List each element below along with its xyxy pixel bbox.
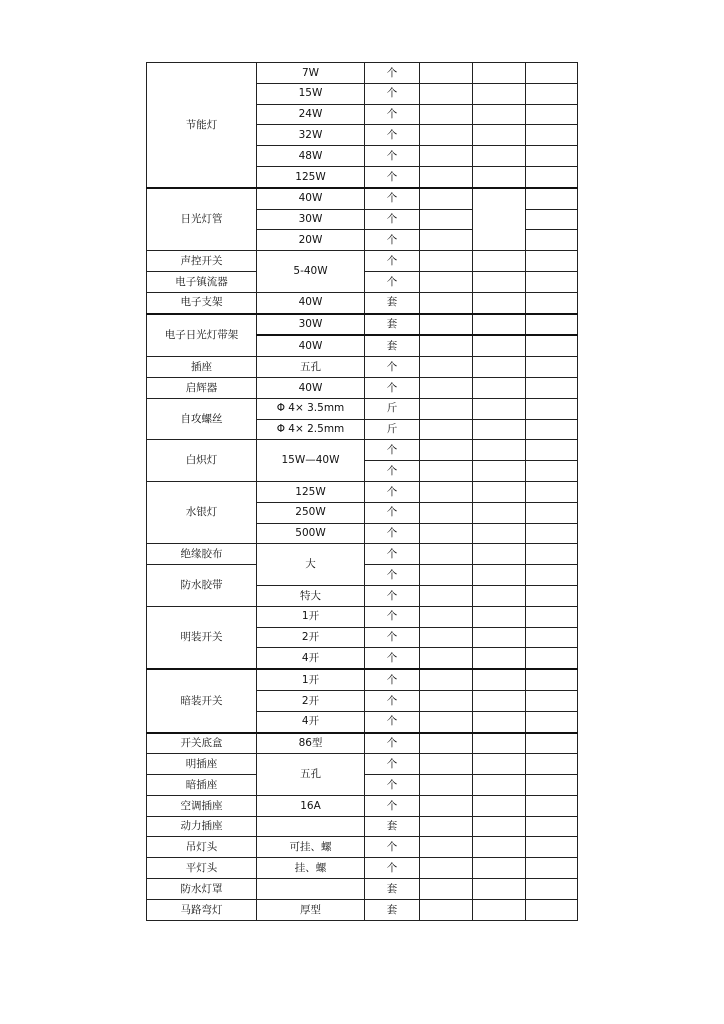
item-unit-cell: 个 <box>365 754 420 775</box>
empty-cell-col5 <box>473 711 526 732</box>
item-unit-cell: 套 <box>365 879 420 900</box>
empty-cell-col6 <box>526 357 578 378</box>
item-name-cell: 电子支架 <box>147 292 257 313</box>
empty-cell-col6 <box>526 837 578 858</box>
item-name-cell: 防水胶带 <box>147 565 257 607</box>
empty-cell-col6 <box>526 440 578 461</box>
empty-cell-col6 <box>526 271 578 292</box>
empty-cell-col6 <box>526 858 578 879</box>
table-row <box>147 398 578 419</box>
item-spec-cell: 40W <box>257 188 365 209</box>
item-spec-cell: 40W <box>257 377 365 398</box>
item-unit-cell: 斤 <box>365 419 420 440</box>
table-row <box>147 606 578 627</box>
empty-cell-col6 <box>526 502 578 523</box>
table-row <box>147 377 578 398</box>
item-spec-cell: 16A <box>257 795 365 816</box>
item-spec-cell: 厚型 <box>257 899 365 920</box>
empty-cell-col4 <box>420 209 473 230</box>
table-row <box>147 314 578 336</box>
item-spec-cell: 可挂、螺 <box>257 837 365 858</box>
empty-cell-col6 <box>526 335 578 356</box>
item-spec-cell: 500W <box>257 523 365 544</box>
empty-cell-col4 <box>420 754 473 775</box>
item-unit-cell: 个 <box>365 669 420 690</box>
empty-cell-col4 <box>420 481 473 502</box>
empty-cell-col4 <box>420 669 473 690</box>
item-spec-cell: 250W <box>257 502 365 523</box>
item-name-cell: 暗装开关 <box>147 669 257 732</box>
item-name-cell: 插座 <box>147 357 257 378</box>
empty-cell-col5 <box>473 837 526 858</box>
item-name-cell: 声控开关 <box>147 251 257 272</box>
item-spec-cell: 五孔 <box>257 357 365 378</box>
table-row <box>147 357 578 378</box>
item-unit-cell: 个 <box>365 775 420 796</box>
item-unit-cell: 个 <box>365 125 420 146</box>
empty-cell-col5 <box>473 690 526 711</box>
empty-cell-col4 <box>420 230 473 251</box>
table-row <box>147 63 578 84</box>
empty-cell-col6 <box>526 230 578 251</box>
item-spec-cell: 2开 <box>257 690 365 711</box>
empty-cell-col6 <box>526 125 578 146</box>
empty-cell-col5 <box>473 398 526 419</box>
item-unit-cell: 个 <box>365 251 420 272</box>
empty-cell-col4 <box>420 879 473 900</box>
item-unit-cell: 个 <box>365 648 420 669</box>
empty-cell-col5 <box>473 899 526 920</box>
table-row <box>147 669 578 690</box>
item-name-cell: 节能灯 <box>147 63 257 188</box>
item-unit-cell: 个 <box>365 146 420 167</box>
item-unit-cell: 个 <box>365 357 420 378</box>
empty-cell-col5 <box>473 502 526 523</box>
item-spec-cell: 40W <box>257 335 365 356</box>
item-spec-cell: 4开 <box>257 648 365 669</box>
empty-cell-col4 <box>420 627 473 648</box>
item-unit-cell: 个 <box>365 104 420 125</box>
empty-cell-col4 <box>420 899 473 920</box>
empty-cell-col5 <box>473 357 526 378</box>
empty-cell-col6 <box>526 398 578 419</box>
empty-cell-col4 <box>420 733 473 754</box>
empty-cell-col4 <box>420 544 473 565</box>
table-body <box>147 63 578 921</box>
item-name-cell: 水银灯 <box>147 481 257 543</box>
empty-cell-col4 <box>420 690 473 711</box>
table-row <box>147 795 578 816</box>
item-name-cell: 电子日光灯带架 <box>147 314 257 357</box>
empty-cell-col6 <box>526 565 578 586</box>
empty-cell-col4 <box>420 398 473 419</box>
empty-cell-col5 <box>473 461 526 482</box>
item-unit-cell: 套 <box>365 816 420 837</box>
empty-cell-col6 <box>526 314 578 336</box>
item-name-cell: 开关底盒 <box>147 733 257 754</box>
empty-cell-col6 <box>526 523 578 544</box>
empty-cell-col5 <box>473 523 526 544</box>
empty-cell-col6 <box>526 419 578 440</box>
item-name-cell: 启辉器 <box>147 377 257 398</box>
item-spec-cell: 5-40W <box>257 251 365 293</box>
empty-cell-col4 <box>420 565 473 586</box>
item-unit-cell: 套 <box>365 335 420 356</box>
item-name-cell: 动力插座 <box>147 816 257 837</box>
empty-cell-col4 <box>420 775 473 796</box>
item-name-cell: 绝缘胶布 <box>147 544 257 565</box>
empty-cell-col6 <box>526 251 578 272</box>
item-spec-cell: 15W <box>257 83 365 104</box>
empty-cell-col6 <box>526 775 578 796</box>
item-spec-cell: 15W—40W <box>257 440 365 482</box>
empty-cell-col5 <box>473 146 526 167</box>
item-unit-cell: 个 <box>365 481 420 502</box>
item-unit-cell: 套 <box>365 292 420 313</box>
item-unit-cell: 个 <box>365 83 420 104</box>
item-unit-cell: 个 <box>365 166 420 187</box>
item-spec-cell: 125W <box>257 166 365 187</box>
table-row <box>147 879 578 900</box>
empty-cell-col5 <box>473 83 526 104</box>
empty-cell-col6 <box>526 377 578 398</box>
empty-cell-col4 <box>420 357 473 378</box>
empty-cell-col4 <box>420 648 473 669</box>
empty-cell-col4 <box>420 63 473 84</box>
item-name-cell: 防水灯罩 <box>147 879 257 900</box>
item-spec-cell: 32W <box>257 125 365 146</box>
table-row <box>147 899 578 920</box>
empty-cell-col6 <box>526 733 578 754</box>
table-row <box>147 251 578 272</box>
item-unit-cell: 个 <box>365 565 420 586</box>
empty-cell-col5 <box>473 271 526 292</box>
empty-cell-col5 <box>473 292 526 313</box>
empty-cell-col6 <box>526 83 578 104</box>
item-spec-cell: Φ 4× 3.5mm <box>257 398 365 419</box>
empty-cell-col6 <box>526 585 578 606</box>
empty-cell-col5 <box>473 314 526 336</box>
item-spec-cell: 7W <box>257 63 365 84</box>
item-spec-cell: 2开 <box>257 627 365 648</box>
item-name-cell: 日光灯管 <box>147 188 257 251</box>
item-spec-cell: 125W <box>257 481 365 502</box>
item-name-cell: 自攻螺丝 <box>147 398 257 440</box>
empty-cell-col5 <box>473 585 526 606</box>
empty-cell-col6 <box>526 669 578 690</box>
item-unit-cell: 套 <box>365 899 420 920</box>
empty-cell-col6 <box>526 63 578 84</box>
empty-cell-col5 <box>473 544 526 565</box>
empty-cell-col6 <box>526 481 578 502</box>
empty-cell-col5 <box>473 125 526 146</box>
table-row <box>147 440 578 461</box>
table-row <box>147 858 578 879</box>
empty-cell-col6 <box>526 209 578 230</box>
empty-cell-col6 <box>526 879 578 900</box>
empty-cell-col6 <box>526 146 578 167</box>
item-name-cell: 电子镇流器 <box>147 271 257 292</box>
empty-cell-col5 <box>473 104 526 125</box>
table-row <box>147 292 578 313</box>
empty-cell-col5 <box>473 795 526 816</box>
item-spec-cell: 30W <box>257 314 365 336</box>
item-spec-cell: 48W <box>257 146 365 167</box>
item-unit-cell: 个 <box>365 63 420 84</box>
empty-cell-col4 <box>420 858 473 879</box>
item-spec-cell: 1开 <box>257 669 365 690</box>
item-unit-cell: 个 <box>365 523 420 544</box>
empty-cell-col5 <box>473 481 526 502</box>
empty-cell-col4 <box>420 585 473 606</box>
item-name-cell: 白炽灯 <box>147 440 257 482</box>
item-name-cell: 明插座 <box>147 754 257 775</box>
item-unit-cell: 个 <box>365 606 420 627</box>
empty-cell-col6 <box>526 816 578 837</box>
item-unit-cell: 个 <box>365 271 420 292</box>
item-unit-cell: 斤 <box>365 398 420 419</box>
materials-table <box>146 62 578 921</box>
item-spec-cell: 30W <box>257 209 365 230</box>
item-unit-cell: 个 <box>365 585 420 606</box>
empty-cell-col5 <box>473 335 526 356</box>
empty-cell-col5 <box>473 879 526 900</box>
item-spec-cell: 五孔 <box>257 754 365 796</box>
empty-cell-col4 <box>420 166 473 187</box>
item-spec-cell: 4开 <box>257 711 365 732</box>
empty-cell-col5 <box>473 166 526 187</box>
table-row <box>147 733 578 754</box>
empty-cell-col4 <box>420 314 473 336</box>
empty-cell-col4 <box>420 146 473 167</box>
empty-cell-col6 <box>526 104 578 125</box>
table-row <box>147 481 578 502</box>
item-name-cell: 吊灯头 <box>147 837 257 858</box>
empty-cell-col4 <box>420 271 473 292</box>
item-name-cell: 马路弯灯 <box>147 899 257 920</box>
table-row <box>147 544 578 565</box>
empty-cell-col6 <box>526 606 578 627</box>
item-spec-cell: 1开 <box>257 606 365 627</box>
item-spec-cell: 大 <box>257 544 365 586</box>
item-spec-cell: Φ 4× 2.5mm <box>257 419 365 440</box>
item-spec-cell <box>257 879 365 900</box>
empty-cell-col4 <box>420 502 473 523</box>
item-spec-cell: 24W <box>257 104 365 125</box>
empty-cell-col4 <box>420 440 473 461</box>
empty-cell-col6 <box>526 188 578 209</box>
empty-cell-col5 <box>473 754 526 775</box>
item-unit-cell: 个 <box>365 627 420 648</box>
empty-cell-col4 <box>420 335 473 356</box>
empty-cell-col5 <box>473 648 526 669</box>
empty-cell-col4 <box>420 251 473 272</box>
item-unit-cell: 个 <box>365 711 420 732</box>
empty-cell-col6 <box>526 690 578 711</box>
empty-cell-col5 <box>473 627 526 648</box>
empty-cell-col5 <box>473 733 526 754</box>
empty-cell-col6 <box>526 899 578 920</box>
empty-cell-col5 <box>473 419 526 440</box>
empty-cell-col6 <box>526 795 578 816</box>
empty-cell-col5 <box>473 669 526 690</box>
empty-cell-col5 <box>473 188 526 251</box>
item-name-cell: 暗插座 <box>147 775 257 796</box>
item-unit-cell: 套 <box>365 314 420 336</box>
empty-cell-col4 <box>420 188 473 209</box>
item-unit-cell: 个 <box>365 440 420 461</box>
item-name-cell: 平灯头 <box>147 858 257 879</box>
table-row <box>147 816 578 837</box>
empty-cell-col5 <box>473 816 526 837</box>
item-unit-cell: 个 <box>365 690 420 711</box>
empty-cell-col4 <box>420 419 473 440</box>
table-row <box>147 188 578 209</box>
item-spec-cell: 86型 <box>257 733 365 754</box>
empty-cell-col5 <box>473 440 526 461</box>
item-name-cell: 空调插座 <box>147 795 257 816</box>
item-unit-cell: 个 <box>365 733 420 754</box>
table-row <box>147 754 578 775</box>
item-spec-cell: 特大 <box>257 585 365 606</box>
item-name-cell: 明装开关 <box>147 606 257 669</box>
item-unit-cell: 个 <box>365 544 420 565</box>
empty-cell-col6 <box>526 627 578 648</box>
empty-cell-col4 <box>420 816 473 837</box>
empty-cell-col4 <box>420 83 473 104</box>
item-spec-cell: 40W <box>257 292 365 313</box>
item-unit-cell: 个 <box>365 502 420 523</box>
empty-cell-col6 <box>526 754 578 775</box>
item-unit-cell: 个 <box>365 188 420 209</box>
table-row <box>147 837 578 858</box>
empty-cell-col4 <box>420 795 473 816</box>
item-unit-cell: 个 <box>365 230 420 251</box>
item-unit-cell: 个 <box>365 837 420 858</box>
item-unit-cell: 个 <box>365 795 420 816</box>
empty-cell-col6 <box>526 292 578 313</box>
empty-cell-col6 <box>526 544 578 565</box>
empty-cell-col4 <box>420 125 473 146</box>
empty-cell-col4 <box>420 461 473 482</box>
empty-cell-col5 <box>473 377 526 398</box>
empty-cell-col5 <box>473 606 526 627</box>
empty-cell-col5 <box>473 63 526 84</box>
empty-cell-col5 <box>473 251 526 272</box>
item-unit-cell: 个 <box>365 377 420 398</box>
empty-cell-col4 <box>420 606 473 627</box>
empty-cell-col5 <box>473 565 526 586</box>
empty-cell-col6 <box>526 166 578 187</box>
item-unit-cell: 个 <box>365 858 420 879</box>
item-unit-cell: 个 <box>365 209 420 230</box>
item-spec-cell: 挂、螺 <box>257 858 365 879</box>
empty-cell-col4 <box>420 104 473 125</box>
empty-cell-col4 <box>420 292 473 313</box>
item-unit-cell: 个 <box>365 461 420 482</box>
empty-cell-col6 <box>526 648 578 669</box>
empty-cell-col6 <box>526 711 578 732</box>
empty-cell-col5 <box>473 858 526 879</box>
empty-cell-col4 <box>420 523 473 544</box>
item-spec-cell: 20W <box>257 230 365 251</box>
empty-cell-col4 <box>420 837 473 858</box>
empty-cell-col4 <box>420 711 473 732</box>
item-spec-cell <box>257 816 365 837</box>
empty-cell-col4 <box>420 377 473 398</box>
empty-cell-col5 <box>473 775 526 796</box>
empty-cell-col6 <box>526 461 578 482</box>
